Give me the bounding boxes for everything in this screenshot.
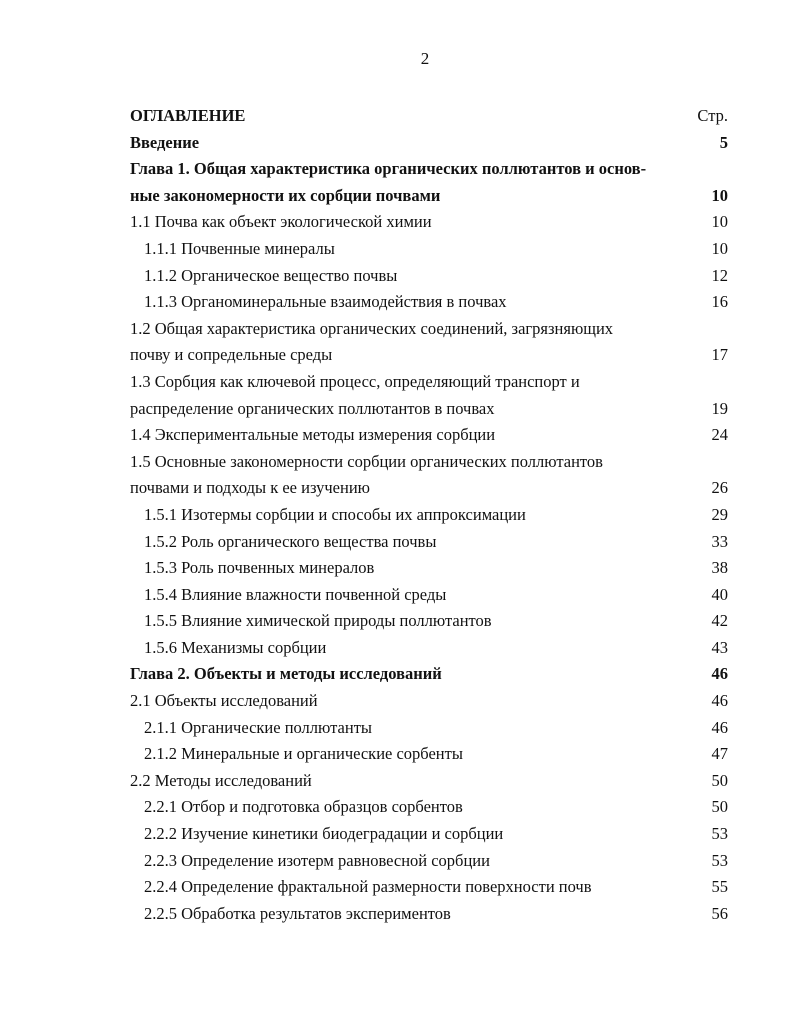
toc-entry-title: 1.5.1 Изотермы сорбции и способы их аппроксимации	[144, 504, 526, 524]
toc-entry-title: распределение органических поллютантов в почвах	[130, 398, 495, 418]
toc-line	[130, 661, 728, 688]
toc-entry-page: 55	[711, 877, 728, 897]
toc-entry[interactable]	[130, 130, 728, 157]
toc-line	[130, 316, 728, 343]
toc-entry-page: 50	[711, 797, 728, 817]
toc-entry-page: 12	[711, 265, 728, 285]
toc-entry-page: 42	[711, 611, 728, 631]
toc-entry-title: 1.1.3 Органоминеральные взаимодействия в почвах	[144, 292, 507, 312]
toc-entry[interactable]	[130, 289, 728, 316]
toc-entry-title: 1.5.6 Механизмы сорбции	[144, 637, 327, 657]
toc-entry[interactable]	[130, 608, 728, 635]
toc-entry-page: 46	[711, 691, 728, 711]
toc-line	[130, 529, 728, 556]
toc-line	[130, 156, 728, 183]
toc-entry[interactable]	[130, 422, 728, 449]
toc-entry-page: 16	[711, 292, 728, 312]
toc-entry-title: 1.3 Сорбция как ключевой процесс, определяющий транспорт и	[130, 371, 580, 391]
toc-entry-title: почвами и подходы к ее изучению	[130, 478, 370, 498]
toc-entry-page: 38	[711, 558, 728, 578]
toc-entry[interactable]	[130, 848, 728, 875]
toc-entry-page	[688, 449, 728, 476]
toc-entry-title: 1.1.2 Органическое вещество почвы	[144, 265, 398, 285]
toc-entry[interactable]	[130, 688, 728, 715]
toc-line	[130, 209, 728, 236]
toc-entry-page: 10	[711, 212, 728, 232]
toc-line	[130, 422, 728, 449]
toc-entry[interactable]	[130, 741, 728, 768]
toc-entry-title: 2.1.1 Органические поллютанты	[144, 717, 372, 737]
toc-entry-page: 19	[711, 398, 728, 418]
toc-line	[130, 688, 728, 715]
toc-entry[interactable]	[130, 555, 728, 582]
toc-entry-page	[688, 316, 728, 343]
toc-line	[130, 582, 728, 609]
toc-entry[interactable]	[130, 768, 728, 795]
toc-entry-title: 1.5.3 Роль почвенных минералов	[144, 558, 375, 578]
toc-line	[130, 263, 728, 290]
toc-line	[130, 449, 728, 476]
toc-entry[interactable]	[130, 635, 728, 662]
toc-line	[130, 608, 728, 635]
toc-entry-page: 29	[711, 504, 728, 524]
toc-line	[130, 183, 728, 210]
toc-entry[interactable]	[130, 529, 728, 556]
toc-line	[130, 901, 728, 928]
toc-entry-page: 53	[711, 824, 728, 844]
toc-entry-title: 2.2.5 Обработка результатов экспериментов	[144, 903, 451, 923]
toc-line	[130, 502, 728, 529]
toc-line	[130, 369, 728, 396]
toc-entry[interactable]	[130, 369, 728, 422]
toc-entry-title: 1.1.1 Почвенные минералы	[144, 238, 335, 258]
toc-entry-title: 2.1.2 Минеральные и органические сорбенты	[144, 744, 463, 764]
table-of-contents	[130, 103, 728, 927]
toc-entry-page: 24	[711, 425, 728, 445]
toc-entry-page: 53	[711, 850, 728, 870]
toc-entry-title: почву и сопредельные среды	[130, 345, 333, 365]
toc-entry[interactable]	[130, 316, 728, 369]
toc-line	[130, 821, 728, 848]
toc-entries	[130, 130, 728, 928]
toc-entry-title: 2.2.1 Отбор и подготовка образцов сорбентов	[144, 797, 463, 817]
toc-entry-title: 2.1 Объекты исследований	[130, 691, 318, 711]
toc-line	[130, 848, 728, 875]
toc-entry[interactable]	[130, 156, 728, 209]
page-number: 2	[420, 49, 430, 68]
toc-line	[130, 768, 728, 795]
toc-line	[130, 794, 728, 821]
toc-entry-title: 1.5.4 Влияние влажности почвенной среды	[144, 584, 447, 604]
toc-entry-title: 2.2.2 Изучение кинетики биодеградации и сорбции	[144, 824, 504, 844]
toc-title: ОГЛАВЛЕНИЕ	[130, 106, 246, 125]
toc-line	[130, 635, 728, 662]
toc-entry[interactable]	[130, 449, 728, 502]
toc-line	[130, 130, 728, 157]
toc-entry[interactable]	[130, 582, 728, 609]
toc-entry-title: 2.2.3 Определение изотерм равновесной сорбции	[144, 850, 490, 870]
toc-entry[interactable]	[130, 263, 728, 290]
toc-line	[130, 741, 728, 768]
toc-entry-title: 1.2 Общая характеристика органических соединений, загрязняющих	[130, 318, 614, 338]
toc-entry-page: 56	[711, 903, 728, 923]
toc-entry-page: 26	[711, 478, 728, 498]
toc-entry-page: 40	[711, 584, 728, 604]
toc-entry-title: 1.5 Основные закономерности сорбции органических поллютантов	[130, 451, 603, 471]
toc-entry[interactable]	[130, 794, 728, 821]
toc-entry[interactable]	[130, 661, 728, 688]
toc-entry-title: ные закономерности их сорбции почвами	[130, 185, 441, 205]
toc-entry-page: 10	[711, 238, 728, 258]
toc-entry-title: 1.5.5 Влияние химической природы поллютантов	[144, 611, 492, 631]
toc-entry-title: Глава 1. Общая характеристика органических поллютантов и основ-	[130, 159, 647, 179]
toc-entry-page: 43	[711, 637, 728, 657]
toc-entry-page	[688, 156, 728, 183]
toc-line	[130, 555, 728, 582]
toc-entry[interactable]	[130, 715, 728, 742]
toc-line	[130, 289, 728, 316]
toc-entry-page	[688, 369, 728, 396]
toc-entry-title: 1.1 Почва как объект экологической химии	[130, 212, 432, 232]
toc-entry-page: 46	[711, 717, 728, 737]
toc-entry-page: 5	[719, 132, 728, 152]
toc-line	[130, 342, 728, 369]
toc-entry-page: 50	[711, 770, 728, 790]
toc-line	[130, 396, 728, 423]
toc-entry[interactable]	[130, 821, 728, 848]
toc-entry-page: 17	[711, 345, 728, 365]
toc-line	[130, 236, 728, 263]
toc-entry-title: Введение	[130, 132, 200, 152]
toc-entry-title: 1.4 Экспериментальные методы измерения сорбции	[130, 425, 496, 445]
toc-entry-page: 10	[711, 185, 728, 205]
toc-entry[interactable]	[130, 901, 728, 928]
toc-entry[interactable]	[130, 236, 728, 263]
toc-entry-page: 46	[711, 664, 728, 684]
toc-entry-title: 2.2.4 Определение фрактальной размерности поверхности почв	[144, 877, 592, 897]
toc-entry[interactable]	[130, 502, 728, 529]
toc-line	[130, 475, 728, 502]
toc-line	[130, 715, 728, 742]
toc-entry-title: 1.5.2 Роль органического вещества почвы	[144, 531, 437, 551]
toc-entry-page: 33	[711, 531, 728, 551]
toc-entry[interactable]	[130, 874, 728, 901]
toc-entry-title: 2.2 Методы исследований	[130, 770, 312, 790]
toc-header	[130, 103, 728, 130]
toc-line	[130, 874, 728, 901]
toc-entry-title: Глава 2. Объекты и методы исследований	[130, 664, 442, 684]
toc-entry[interactable]	[130, 209, 728, 236]
toc-entry-page: 47	[711, 744, 728, 764]
page-column-header: Стр.	[697, 106, 728, 125]
